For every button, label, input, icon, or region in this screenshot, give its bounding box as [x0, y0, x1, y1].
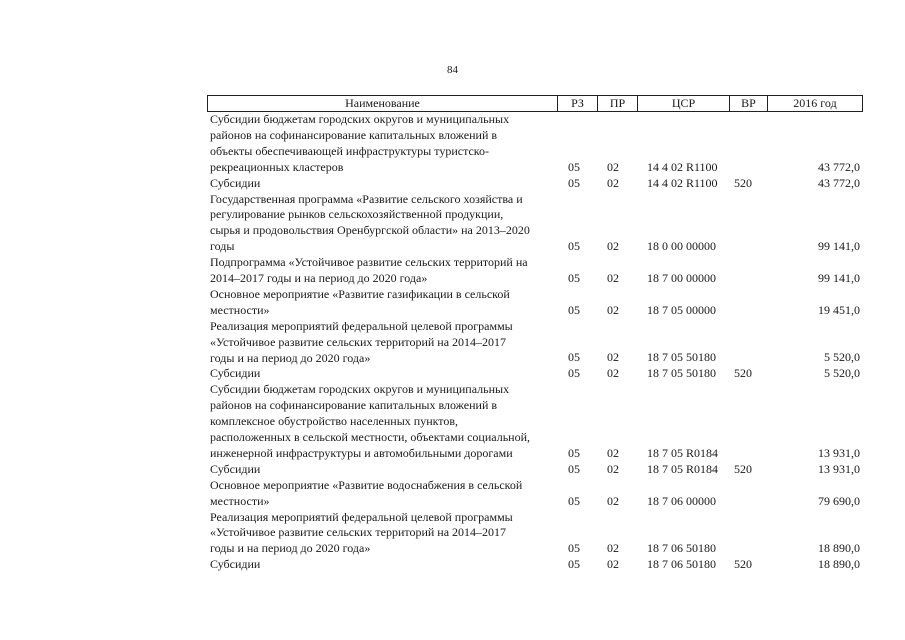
row-name: Государственная программа «Развитие сельского хозяйства и регулирование рынков сельскохозяйственной продукции, сырья и продовольствия Оренбургской области» на 2013–2020 годы	[210, 191, 530, 254]
row-rz: 05	[568, 366, 580, 381]
row-amount: 43 772,0	[818, 159, 860, 174]
table-row	[210, 366, 860, 382]
row-rz: 05	[568, 239, 580, 254]
row-rz: 05	[568, 270, 580, 285]
row-csr: 18 7 06 00000	[647, 493, 716, 508]
row-amount: 5 520,0	[824, 366, 860, 381]
row-pr: 02	[607, 175, 619, 190]
header-vr: ВР	[729, 96, 767, 111]
table-row	[210, 112, 860, 176]
row-amount: 13 931,0	[818, 461, 860, 476]
row-vr: 520	[734, 557, 752, 572]
row-pr: 02	[607, 445, 619, 460]
row-amount: 19 451,0	[818, 302, 860, 317]
table-row	[210, 176, 860, 192]
row-name: Субсидии	[210, 175, 261, 190]
row-name: Основное мероприятие «Развитие газификации в сельской местности»	[210, 286, 510, 317]
row-csr: 14 4 02 R1100	[647, 175, 718, 190]
row-csr: 18 7 05 R0184	[647, 461, 719, 476]
row-csr: 18 7 06 50180	[647, 557, 716, 572]
row-csr: 18 7 05 00000	[647, 302, 716, 317]
row-amount: 43 772,0	[818, 175, 860, 190]
row-pr: 02	[607, 541, 619, 556]
row-pr: 02	[607, 350, 619, 365]
row-csr: 18 7 06 50180	[647, 541, 716, 556]
row-rz: 05	[568, 445, 580, 460]
row-csr: 18 7 00 00000	[647, 270, 716, 285]
row-name: Субсидии	[210, 557, 261, 572]
row-csr: 18 7 05 50180	[647, 350, 716, 365]
row-name: Субсидии	[210, 366, 261, 381]
row-name: Основное мероприятие «Развитие водоснабжения в сельской местности»	[210, 477, 523, 508]
row-rz: 05	[568, 541, 580, 556]
row-name: Подпрограмма «Устойчивое развитие сельских территорий на 2014–2017 годы и на период до 2020 года»	[210, 255, 528, 285]
table-row	[210, 382, 860, 462]
row-amount: 79 690,0	[818, 493, 860, 508]
row-rz: 05	[568, 461, 580, 476]
row-amount: 99 141,0	[818, 239, 860, 254]
table-row	[210, 319, 860, 367]
row-pr: 02	[607, 461, 619, 476]
row-csr: 18 7 05 50180	[647, 366, 716, 381]
row-name: Реализация мероприятий федеральной целевой программы «Устойчивое развитие сельских территорий на 2014–2017 годы и на период до 2020 года»	[210, 318, 513, 365]
table-row	[210, 462, 860, 478]
row-pr: 02	[607, 366, 619, 381]
row-amount: 18 890,0	[818, 557, 860, 572]
row-vr: 520	[734, 175, 752, 190]
row-rz: 05	[568, 557, 580, 572]
row-rz: 05	[568, 302, 580, 317]
row-amount: 5 520,0	[824, 350, 860, 365]
row-pr: 02	[607, 239, 619, 254]
row-vr: 520	[734, 461, 752, 476]
row-rz: 05	[568, 159, 580, 174]
header-rz: РЗ	[557, 96, 597, 111]
row-pr: 02	[607, 270, 619, 285]
row-pr: 02	[607, 159, 619, 174]
table-row	[210, 255, 860, 287]
row-pr: 02	[607, 493, 619, 508]
page-number: 84	[447, 64, 458, 76]
table-row	[210, 478, 860, 510]
row-rz: 05	[568, 493, 580, 508]
row-rz: 05	[568, 175, 580, 190]
row-name: Субсидии бюджетам городских округов и муниципальных районов на софинансирование капитальных вложений в объекты обеспечивающей инфраструктуры туристско- рекреационных кластеров	[210, 112, 510, 174]
row-amount: 99 141,0	[818, 270, 860, 285]
row-vr: 520	[734, 366, 752, 381]
row-csr: 18 0 00 00000	[647, 239, 716, 254]
row-pr: 02	[607, 557, 619, 572]
row-csr: 18 7 05 R0184	[647, 445, 719, 460]
row-amount: 18 890,0	[818, 541, 860, 556]
header-year: 2016 год	[767, 96, 862, 111]
row-pr: 02	[607, 302, 619, 317]
table-row	[210, 510, 860, 558]
table-header	[207, 95, 863, 112]
row-name: Реализация мероприятий федеральной целевой программы «Устойчивое развитие сельских территорий на 2014–2017 годы и на период до 2020 года»	[210, 509, 513, 556]
row-csr: 14 4 02 R1100	[647, 159, 718, 174]
table-row	[210, 192, 860, 256]
row-name: Субсидии	[210, 461, 261, 476]
header-pr: ПР	[597, 96, 637, 111]
row-name: Субсидии бюджетам городских округов и муниципальных районов на софинансирование капитальных вложений в комплексное обустройство населенных пунктов, расположенных в сельской местности, объектами социальной, инженерной инфраструктуры и автомобильными дорогами	[210, 382, 531, 460]
header-csr: ЦСР	[637, 96, 729, 111]
row-rz: 05	[568, 350, 580, 365]
table-row	[210, 557, 860, 573]
row-amount: 13 931,0	[818, 445, 860, 460]
header-name: Наименование	[345, 96, 420, 110]
table-row	[210, 287, 860, 319]
